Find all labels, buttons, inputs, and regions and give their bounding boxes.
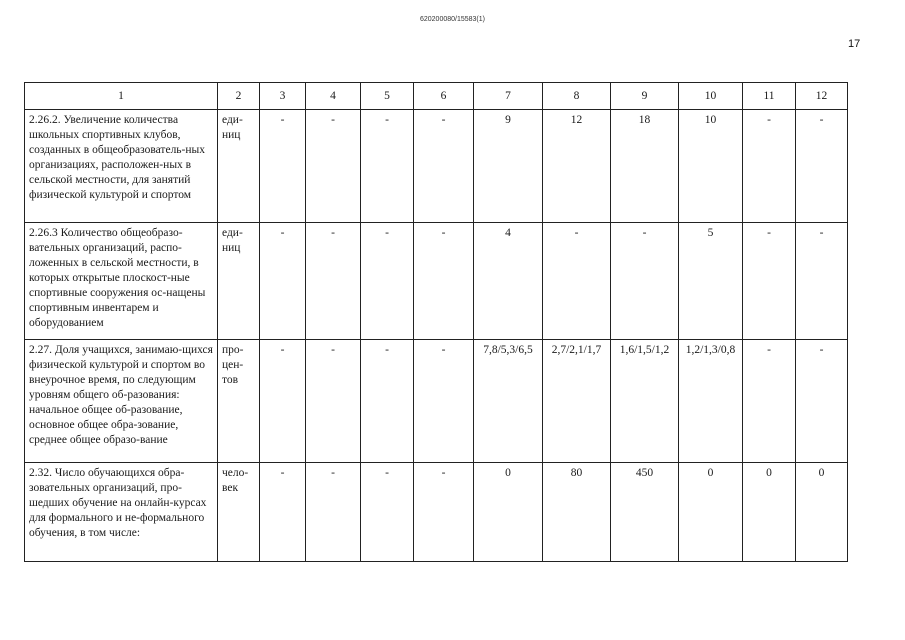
- table-header-row: [25, 83, 848, 110]
- value-cell: -: [796, 340, 848, 463]
- value-cell: -: [743, 223, 796, 340]
- value-cell: 18: [611, 110, 679, 223]
- unit-cell: еди-ниц: [218, 110, 260, 223]
- value-cell: -: [796, 110, 848, 223]
- value-cell: 7,8/5,3/6,5: [474, 340, 543, 463]
- value-cell: 12: [543, 110, 611, 223]
- unit-cell: чело-век: [218, 463, 260, 562]
- page-number: 17: [848, 38, 861, 50]
- value-cell: -: [543, 223, 611, 340]
- value-cell: -: [260, 340, 306, 463]
- column-header: 12: [796, 83, 848, 110]
- value-cell: 2,7/2,1/1,7: [543, 340, 611, 463]
- column-header: 5: [361, 83, 414, 110]
- value-cell: 0: [474, 463, 543, 562]
- column-header: 4: [306, 83, 361, 110]
- column-header: 3: [260, 83, 306, 110]
- value-cell: 80: [543, 463, 611, 562]
- value-cell: 0: [743, 463, 796, 562]
- value-cell: -: [306, 223, 361, 340]
- value-cell: 10: [679, 110, 743, 223]
- column-header: 6: [414, 83, 474, 110]
- table-row: [25, 340, 848, 463]
- column-header: 11: [743, 83, 796, 110]
- value-cell: -: [361, 340, 414, 463]
- column-header: 7: [474, 83, 543, 110]
- column-header: 2: [218, 83, 260, 110]
- value-cell: -: [260, 110, 306, 223]
- value-cell: 450: [611, 463, 679, 562]
- document-id: 620200080/15583(1): [419, 16, 485, 23]
- value-cell: -: [743, 340, 796, 463]
- column-header: 10: [679, 83, 743, 110]
- column-header: 8: [543, 83, 611, 110]
- table-row: [25, 463, 848, 562]
- value-cell: -: [306, 463, 361, 562]
- value-cell: -: [743, 110, 796, 223]
- column-header: 9: [611, 83, 679, 110]
- value-cell: 0: [679, 463, 743, 562]
- unit-cell: еди-ниц: [218, 223, 260, 340]
- value-cell: -: [306, 340, 361, 463]
- indicator-description: 2.27. Доля учащихся, занимаю-щихся физической культурой и спортом во внеурочное время, по следующим уровням общего об-разования: начальное общее об-разование, основное общее обра-зование, среднее общее образо-вание: [25, 340, 218, 463]
- value-cell: -: [361, 110, 414, 223]
- indicator-description: 2.26.2. Увеличение количества школьных спортивных клубов, созданных в общеобразователь-ных организациях, расположен-ных в сельской местности, для занятий физической культурой и спортом: [25, 110, 218, 223]
- column-header: 1: [25, 83, 218, 110]
- unit-cell: про-цен-тов: [218, 340, 260, 463]
- value-cell: -: [611, 223, 679, 340]
- indicators-table: [24, 82, 848, 562]
- table-row: [25, 110, 848, 223]
- table-row: [25, 223, 848, 340]
- value-cell: -: [361, 463, 414, 562]
- value-cell: -: [414, 340, 474, 463]
- value-cell: 0: [796, 463, 848, 562]
- indicator-description: 2.32. Число обучающихся обра-зовательных организаций, про-шедших обучение на онлайн-курсах для формального и не-формального обучения, в том числе:: [25, 463, 218, 562]
- value-cell: -: [306, 110, 361, 223]
- value-cell: -: [361, 223, 414, 340]
- value-cell: 1,6/1,5/1,2: [611, 340, 679, 463]
- value-cell: -: [414, 110, 474, 223]
- value-cell: 4: [474, 223, 543, 340]
- indicator-description: 2.26.3 Количество общеобразо-вательных организаций, распо-ложенных в сельской местности, в которых открытые плоскост-ные спортивные сооружения ос-нащены спортивным инвентарем и оборудованием: [25, 223, 218, 340]
- value-cell: -: [414, 463, 474, 562]
- value-cell: 5: [679, 223, 743, 340]
- value-cell: 9: [474, 110, 543, 223]
- value-cell: -: [260, 463, 306, 562]
- value-cell: -: [414, 223, 474, 340]
- value-cell: -: [796, 223, 848, 340]
- value-cell: 1,2/1,3/0,8: [679, 340, 743, 463]
- value-cell: -: [260, 223, 306, 340]
